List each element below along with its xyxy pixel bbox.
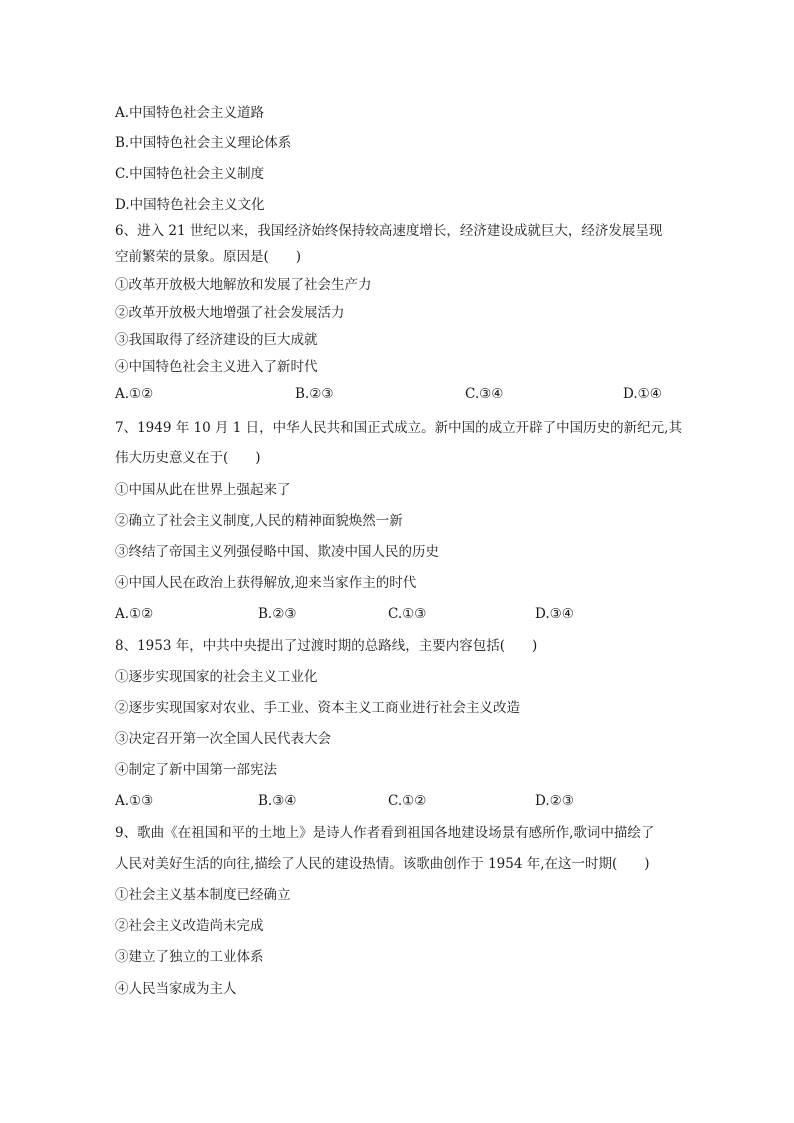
q5-option-c: C.中国特色社会主义制度 bbox=[115, 166, 265, 182]
q8-item-4: ④制定了新中国第一部宪法 bbox=[115, 762, 277, 778]
q6-item-3: ③我国取得了经济建设的巨大成就 bbox=[115, 332, 318, 348]
q7-item-1: ①中国从此在世界上强起来了 bbox=[115, 482, 291, 498]
q7-item-3: ③终结了帝国主义列强侵略中国、欺凌中国人民的历史 bbox=[115, 544, 439, 560]
q7-stem-line1: 7、1949 年 10 月 1 日，中华人民共和国正式成立。新中国的成立开辟了中国历史的新纪元,其 bbox=[115, 420, 682, 436]
q6-choice-a: A.①② bbox=[115, 386, 154, 402]
q7-item-4: ④中国人民在政治上获得解放,迎来当家作主的时代 bbox=[115, 575, 417, 591]
q7-choice-d: D.③④ bbox=[535, 606, 574, 622]
q7-stem-line2: 伟大历史意义在于( ) bbox=[115, 450, 261, 466]
q7-choices bbox=[115, 605, 675, 623]
q5-option-d: D.中国特色社会主义文化 bbox=[115, 197, 265, 213]
q5-option-a: A.中国特色社会主义道路 bbox=[115, 105, 265, 121]
q8-choice-b: B.③④ bbox=[258, 793, 297, 809]
q9-item-3: ③建立了独立的工业体系 bbox=[115, 949, 264, 965]
q8-choice-d: D.②③ bbox=[535, 793, 574, 809]
q8-stem-line1: 8、1953 年，中共中央提出了过渡时期的总路线，主要内容包括( ) bbox=[115, 638, 538, 654]
q6-choice-d: D.①④ bbox=[623, 386, 662, 402]
q7-choice-a: A.①② bbox=[115, 606, 154, 622]
q8-item-2: ②逐步实现国家对农业、手工业、资本主义工商业进行社会主义改造 bbox=[115, 700, 520, 716]
q8-choice-a: A.①③ bbox=[115, 793, 154, 809]
q6-item-1: ①改革开放极大地解放和发展了社会生产力 bbox=[115, 277, 372, 293]
q8-item-3: ③决定召开第一次全国人民代表大会 bbox=[115, 731, 331, 747]
q8-choices bbox=[115, 792, 675, 810]
q6-stem-line1: 6、进入 21 世纪以来，我国经济始终保持较高速度增长，经济建设成就巨大，经济发展呈现 bbox=[115, 223, 663, 239]
q8-item-1: ①逐步实现国家的社会主义工业化 bbox=[115, 669, 318, 685]
q7-choice-b: B.②③ bbox=[258, 606, 297, 622]
q9-stem-line1: 9、歌曲《在祖国和平的土地上》是诗人作者看到祖国各地建设场景有感所作,歌词中描绘了 bbox=[115, 825, 655, 841]
q9-item-1: ①社会主义基本制度已经确立 bbox=[115, 887, 291, 903]
q9-item-4: ④人民当家成为主人 bbox=[115, 981, 237, 997]
q6-item-4: ④中国特色社会主义进入了新时代 bbox=[115, 359, 318, 375]
q5-option-b: B.中国特色社会主义理论体系 bbox=[115, 135, 292, 151]
q9-item-2: ②社会主义改造尚未完成 bbox=[115, 918, 264, 934]
q8-choice-c: C.①② bbox=[388, 793, 427, 809]
q6-choice-b: B.②③ bbox=[295, 386, 334, 402]
q7-item-2: ②确立了社会主义制度,人民的精神面貌焕然一新 bbox=[115, 513, 403, 529]
q6-choice-c: C.③④ bbox=[465, 386, 504, 402]
q6-item-2: ②改革开放极大地增强了社会发展活力 bbox=[115, 305, 345, 321]
q9-stem-line2: 人民对美好生活的向往,描绘了人民的建设热情。该歌曲创作于 1954 年,在这一时期( ) bbox=[115, 856, 650, 872]
q6-stem-line2: 空前繁荣的景象。原因是( ) bbox=[115, 249, 302, 265]
q6-choices bbox=[115, 385, 675, 403]
q7-choice-c: C.①③ bbox=[388, 606, 427, 622]
